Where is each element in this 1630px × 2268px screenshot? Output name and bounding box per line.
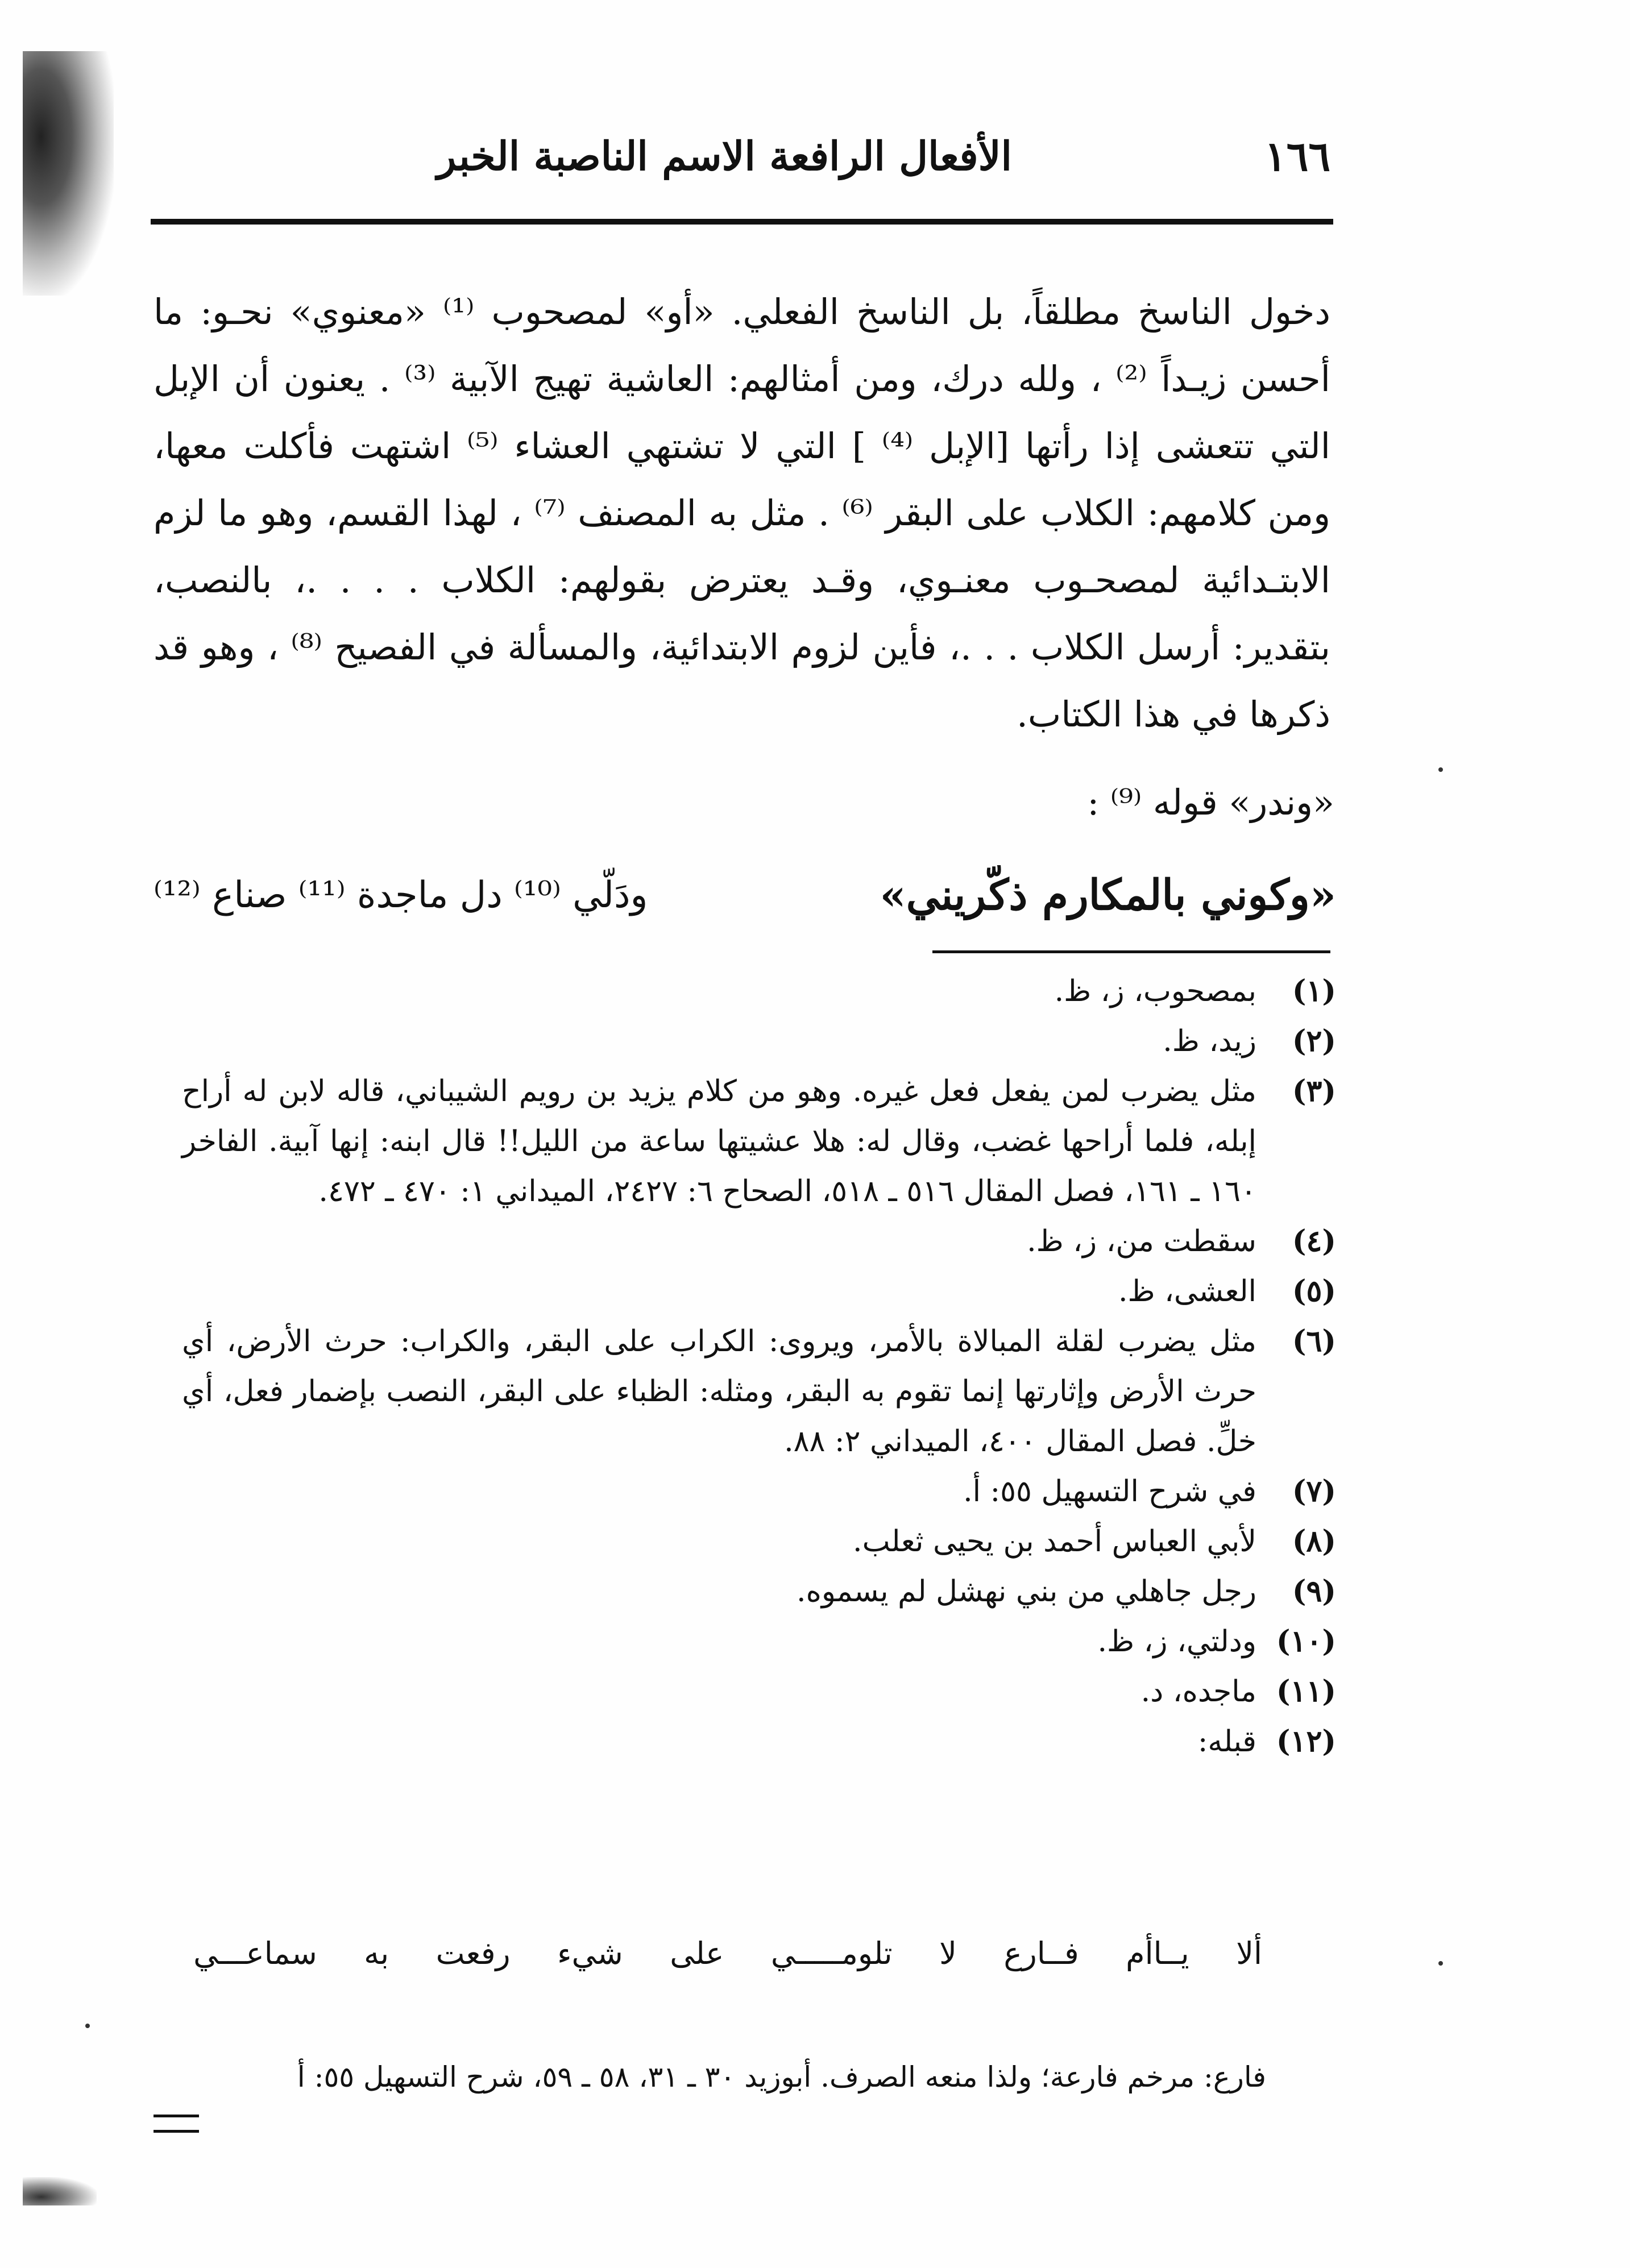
scan-shadow: [23, 51, 114, 296]
footnote: [182, 1066, 1336, 1216]
poem-word: ألا: [1236, 1935, 1262, 1971]
footnote: [182, 1266, 1336, 1316]
footnote-text: ودلتي، ز، ظ.: [1097, 1625, 1256, 1659]
footnote-text: بمصحوب، ز، ظ.: [1054, 974, 1256, 1008]
page-number: ١٦٦: [1264, 132, 1330, 180]
footnote: [182, 1517, 1336, 1567]
body-line: بتقدير: أرسل الكلاب . . .، فأين لزوم الابتدائية، والمسألة في الفصيح ⁽⁸⁾ ، وهو قد: [154, 626, 1330, 668]
running-title: الأفعال الرافعة الاسم الناصبة الخبر: [437, 132, 1012, 180]
body-line: ومن كلامهم: الكلاب على البقر ⁽⁶⁾ . مثل به المصنف ⁽⁷⁾ ، لهذا القسم، وهو ما لزم: [154, 492, 1331, 534]
footnote-number: (٦): [1292, 1324, 1336, 1359]
double-rule-mark: [154, 2115, 199, 2133]
footnote-text: قبله:: [1197, 1725, 1256, 1759]
scan-speck: [85, 2024, 90, 2028]
page-header: [154, 128, 1330, 185]
footnote-text: زيد، ظ.: [1163, 1024, 1256, 1058]
footnote-number: (٣): [1292, 1074, 1336, 1108]
footnote-text: في شرح التسهيل ٥٥: أ.: [963, 1474, 1256, 1509]
footnote: [182, 1316, 1336, 1467]
footnote-text: مثل يضرب لمن يفعل فعل غيره. وهو من كلام يزيد بن رويم الشيباني، قاله لابن له أراح إبله، فلما أراحها غضب، وقال له: هلا عشيتها ساعة من الليل!! قال ابنه: إنها آبية. الفاخر ١٦٠ ـ ١٦١، فصل المقال ٥١٦ ـ ٥١٨، الصحاح ٦: ٢٤٢٧، الميداني ١: ٤٧٠ ـ ٤٧٢.: [182, 1074, 1256, 1208]
footnote-number: (١٢): [1276, 1724, 1336, 1759]
footnote-number: (١١): [1276, 1674, 1336, 1709]
footnote: [182, 1467, 1336, 1517]
footnote: [182, 1567, 1336, 1617]
footnote-text: مثل يضرب لقلة المبالاة بالأمر، ويروى: الكراب على البقر، والكراب: حرث الأرض، أي حرث الأرض وإثارتها إنما تقوم به البقر، ومثله: الظباء على البقر، النصب بإضمار فعل، أي خلِّ. فصل المقال ٤٠٠، الميداني ٢: ٨٨.: [182, 1324, 1256, 1459]
body-line: أحسن زيـداً ⁽²⁾ ، ولله درك، ومن أمثالهم: العاشية تهيج الآبية ⁽³⁾ . يعنون أن الإبل: [154, 358, 1330, 400]
footnote: [182, 966, 1336, 1016]
bottom-note: فارع: مرخم فارعة؛ ولذا منعه الصرف. أبوزيد ٣٠ ـ ٣١، ٥٨ ـ ٥٩، شرح التسهيل ٥٥: أ: [297, 2061, 1266, 2093]
footnote-number: (١٠): [1276, 1624, 1336, 1659]
poem-word: تلومـــــي: [770, 1935, 893, 1971]
footnote: [182, 1617, 1336, 1667]
footnote-number: (٩): [1292, 1574, 1336, 1609]
footnote-text: العشى، ظ.: [1118, 1274, 1256, 1309]
footnote-number: (٨): [1292, 1524, 1336, 1559]
poem-word: فــارع: [1003, 1935, 1079, 1971]
footnote-text: رجل جاهلي من بني نهشل لم يسموه.: [797, 1575, 1256, 1609]
footnote: [182, 1717, 1336, 1767]
footnote-separator: [932, 950, 1330, 953]
verse-first-hemistich: «وكوني بالمكارم ذكّريني»: [880, 871, 1336, 920]
footnote: [182, 1216, 1336, 1266]
footnote-number: (٧): [1292, 1474, 1336, 1509]
footnotes: [182, 966, 1336, 1767]
footnote-number: (٢): [1292, 1024, 1336, 1058]
verse-intro: «وندر» قوله ⁽⁹⁾ :: [1087, 782, 1334, 823]
main-text: [154, 279, 1330, 748]
body-line: ذكرها في هذا الكتاب.: [1017, 693, 1330, 735]
footnote: [182, 1016, 1336, 1066]
poem-word: يــاأم: [1126, 1935, 1189, 1971]
body-line: الابتـدائية لمصحـوب معنـوي، وقـد يعترض بقولهم: الكلاب . . . .، بالنصب،: [154, 559, 1330, 601]
poem-word: لا: [939, 1935, 957, 1971]
poem-word: به: [364, 1935, 389, 1971]
header-rule: [151, 219, 1333, 225]
footnote-poem: [193, 1935, 1262, 1992]
body-line: التي تتعشى إذا رأتها [الإبل ⁽⁴⁾ ] التي لا تشتهي العشاء ⁽⁵⁾ اشتهت فأكلت معها،: [154, 425, 1330, 467]
footnote-number: (٤): [1292, 1224, 1336, 1258]
poem-word: سماعـــي: [193, 1935, 317, 1971]
footnote-text: ماجده، د.: [1140, 1675, 1256, 1709]
scan-speck: [1438, 1961, 1443, 1966]
verse-second-hemistich: ودَلّي ⁽¹⁰⁾ دل ماجدة ⁽¹¹⁾ صناع ⁽¹²⁾: [154, 874, 648, 916]
footnote-number: (١): [1292, 974, 1336, 1008]
footnote-number: (٥): [1292, 1274, 1336, 1309]
body-line: دخول الناسخ مطلقاً، بل الناسخ الفعلي. «أو» لمصحوب ⁽¹⁾ «معنوي» نحـو: ما: [154, 291, 1330, 333]
verse: [154, 858, 1336, 932]
footnote: [182, 1667, 1336, 1717]
footnote-text: لأبي العباس أحمد بن يحيى ثعلب.: [853, 1525, 1256, 1559]
poem-word: على: [670, 1935, 724, 1971]
scan-speck: [1438, 767, 1443, 772]
scan-shadow-bottom: [23, 2177, 97, 2205]
footnote-text: سقطت من، ز، ظ.: [1027, 1224, 1256, 1258]
poem-word: شيء: [557, 1935, 623, 1971]
poem-word: رفعت: [436, 1935, 511, 1971]
